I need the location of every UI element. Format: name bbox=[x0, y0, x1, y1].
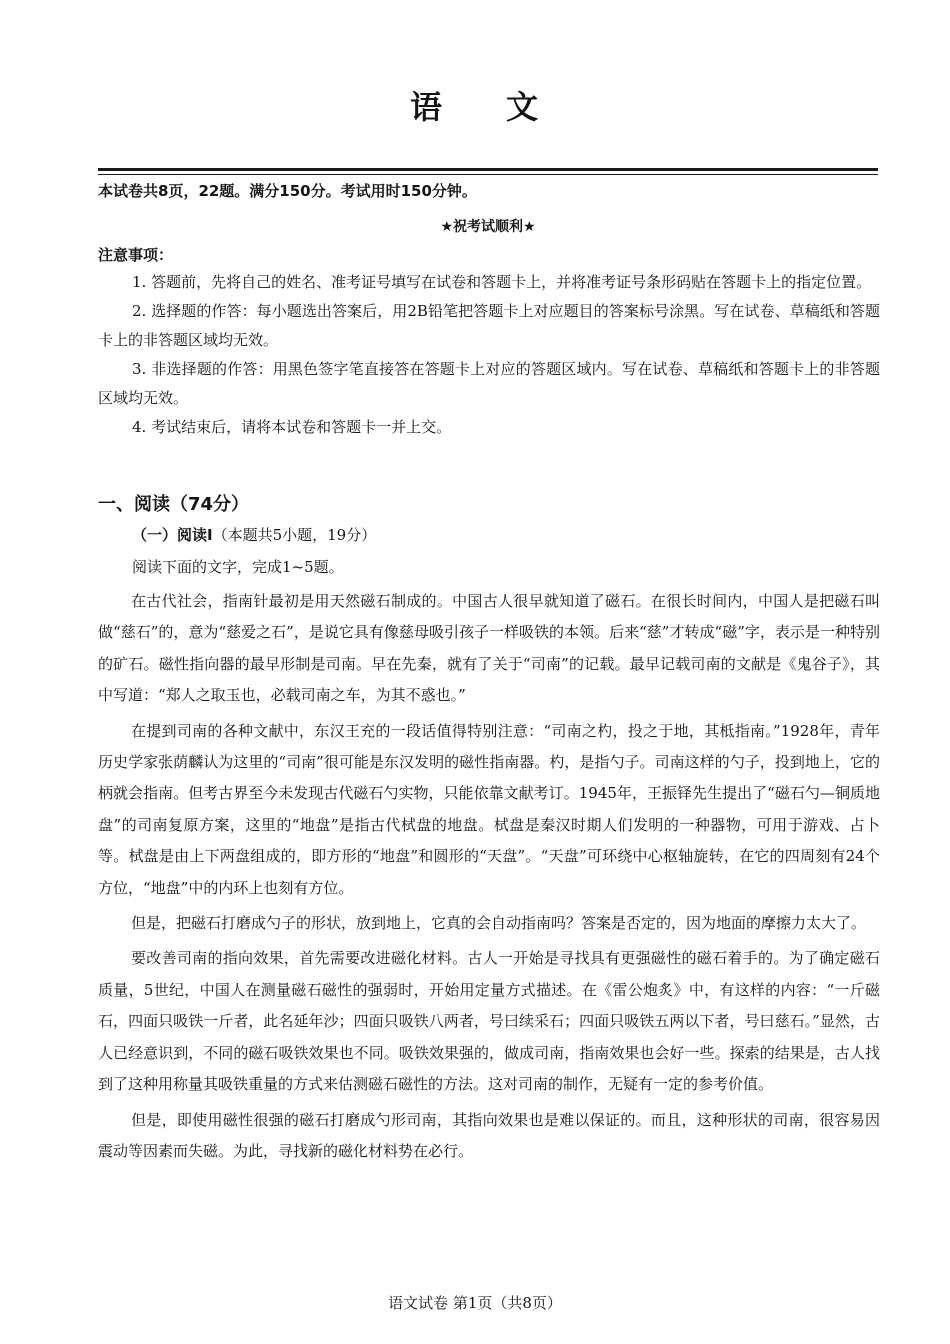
section-heading: 一、阅读（74分） bbox=[98, 494, 250, 515]
header-rule-thick bbox=[98, 168, 878, 171]
passage-paragraph: 但是，即使用磁性很强的磁石打磨成勺形司南，其指向效果也是难以保证的。而且，这种形状的司南，很容易因震动等因素而失磁。为此，寻找新的磁化材料势在必行。 bbox=[98, 1110, 880, 1160]
title-char-2: 文 bbox=[506, 88, 541, 126]
passage-paragraph: 要改善司南的指向效果，首先需要改进磁化材料。古人一开始是寻找具有更强磁性的磁石着手的。为了确定磁石质量，5世纪，中国人在测量磁石磁性的强弱时，开始用定量方式描述。在《雷公炮炙》中，有这样的内容：“一斤磁石，四面只吸铁一斤者，此名延年沙；四面只吸铁八两者，号曰续采石；四面只吸铁五两以下者，号曰慈石。”显然，古人已经意识到，不同的磁石吸铁效果也不同。吸铁效果强的，做成司南，指南效果也会好一些。探索的结果是，古人找到了这种用称量其吸铁重量的方式来估测磁石磁性的方法。这对司南的制作，无疑有一定的参考价值。 bbox=[98, 949, 880, 1094]
passage-paragraph: 在提到司南的各种文献中，东汉王充的一段话值得特别注意：“司南之杓，投之于地，其柢指南。”1928年，青年历史学家张荫麟认为这里的“司南”很可能是东汉发明的磁性指南器。杓，是指勺子。司南这样的勺子，投到地上，它的柄就会指南。但考古界至今未发现古代磁石勺实物，只能依靠文献考订。1945年，王振铎先生提出了“磁石勺—铜质地盘”的司南复原方案，这里的“地盘”是指古代栻盘的地盘。栻盘是秦汉时期人们发明的一种器物，可用于游戏、占卜等。栻盘是由上下两盘组成的，即方形的“地盘”和圆形的“天盘”。“天盘”可环绕中心枢轴旋转，在它的四周刻有24个方位，“地盘”中的内环上也刻有方位。 bbox=[98, 721, 880, 897]
notice-item: 2. 选择题的作答：每小题选出答案后，用2B铅笔把答题卡上对应题目的答案标号涂黑。写在试卷、草稿纸和答题卡上的非答题区域均无效。 bbox=[98, 302, 880, 349]
exam-info: 本试卷共8页，22题。满分150分。考试用时150分钟。 bbox=[98, 182, 477, 200]
reading-instruction: 阅读下面的文字，完成1~5题。 bbox=[132, 558, 344, 576]
subsection-heading bbox=[132, 524, 376, 545]
reading-passage bbox=[98, 586, 880, 1171]
passage-paragraph: 但是，把磁石打磨成勺子的形状，放到地上，它真的会自动指南吗？答案是否定的，因为地面的摩擦力太大了。 bbox=[131, 914, 867, 933]
subsection-title: （一）阅读Ⅰ bbox=[132, 526, 213, 544]
subsection-detail: （本题共5小题，19分） bbox=[212, 526, 377, 544]
title-char-1: 语 bbox=[409, 88, 444, 126]
notice-item: 4. 考试结束后，请将本试卷和答题卡一并上交。 bbox=[132, 418, 452, 436]
page-footer: 语文试卷 第1页（共8页） bbox=[388, 1294, 562, 1312]
notice-heading: 注意事项： bbox=[98, 246, 174, 264]
notice-item: 1. 答题前，先将自己的姓名、准考证号填写在试卷和答题卡上，并将准考证号条形码贴在答题卡上的指定位置。 bbox=[132, 273, 872, 291]
page-title bbox=[0, 82, 950, 128]
notice-item: 3. 非选择题的作答：用黑色签字笔直接答在答题卡上对应的答题区域内。写在试卷、草稿纸和答题卡上的非答题区域均无效。 bbox=[98, 360, 880, 407]
good-luck-banner: ★祝考试顺利★ bbox=[440, 219, 536, 235]
passage-paragraph: 在古代社会，指南针最初是用天然磁石制成的。中国古人很早就知道了磁石。在很长时间内，中国人是把磁石叫做“慈石”的，意为“慈爱之石”，是说它具有像慈母吸引孩子一样吸铁的本领。后来“慈”才转成“磁”字，表示是一种特别的矿石。磁性指向器的最早形制是司南。早在先秦，就有了关于“司南”的记载。最早记载司南的文献是《鬼谷子》，其中写道：“郑人之取玉也，必载司南之车，为其不惑也。” bbox=[98, 592, 880, 705]
notice-list bbox=[98, 268, 880, 442]
header-rule-thin bbox=[98, 174, 878, 175]
